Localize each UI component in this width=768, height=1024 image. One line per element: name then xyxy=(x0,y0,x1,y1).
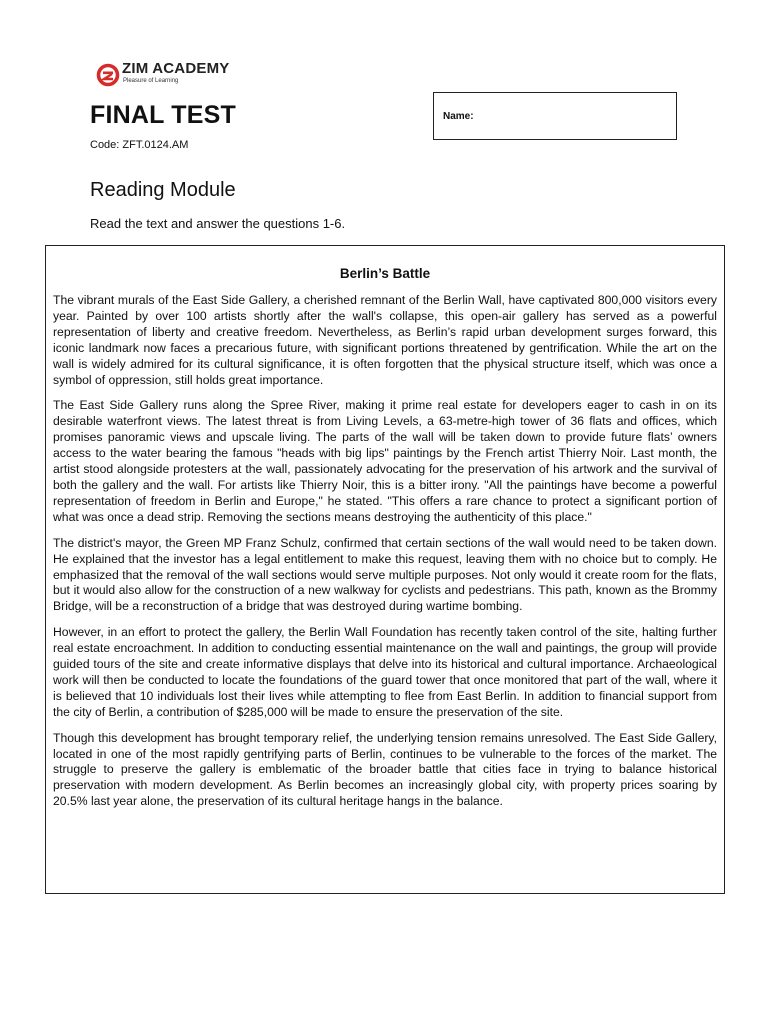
passage-paragraph: The district's mayor, the Green MP Franz Schulz, confirmed that certain sections of the wall would need to be taken down. He explained that the investor has a legal entitlement to make this request, leaving them with no choice but to comply. He emphasized that the removal of the wall sections would serve multiple purposes. Not only would it create room for the flats, but it would also allow for the construction of a new walkway for cyclists and pedestrians. This path, known as the Brommy Bridge, will be a reconstruction of a bridge that was destroyed during wartime bombing. xyxy=(53,535,717,614)
brand-tagline: Pleasure of Learning xyxy=(123,78,179,84)
module-title: Reading Module xyxy=(90,179,236,201)
passage-paragraph: Though this development has brought temporary relief, the underlying tension remains unresolved. The East Side Gallery, located in one of the most rapidly gentrifying parts of Berlin, continues to be vulnerable to the forces of the market. The struggle to preserve the gallery is emblematic of the broader battle that cities face in trying to balance historical preservation with modern development. As Berlin becomes an increasingly global city, with property prices soaring by 20.5% last year alone, the preservation of its cultural heritage hangs in the balance. xyxy=(53,730,717,809)
module-instruction: Read the text and answer the questions 1-6. xyxy=(90,216,346,231)
passage-title: Berlin’s Battle xyxy=(339,266,431,281)
brand-logo-icon xyxy=(96,62,120,88)
passage-paragraph: The vibrant murals of the East Side Gallery, a cherished remnant of the Berlin Wall, have captivated 800,000 visitors every year. Painted by over 100 artists shortly after the wall's collapse, this open-air gallery has served as a powerful representation of liberty and creative freedom. Nevertheless, as Berlin’s rapid urban development surges forward, this iconic landmark now faces a precarious future, with significant portions threatened by gentrification. While the art on the wall is widely admired for its cultural significance, it is often forgotten that the physical structure itself, which was once a symbol of oppression, still holds great importance. xyxy=(53,293,717,387)
name-field[interactable] xyxy=(433,92,677,140)
passage-paragraph: However, in an effort to protect the gallery, the Berlin Wall Foundation has recently taken control of the site, halting further real estate encroachment. In addition to conducting essential maintenance on the wall and paintings, the group will provide guided tours of the site and create informative displays that delve into its historical and cultural importance. Archaeological work will then be conducted to locate the foundations of the guard tower that once monitored that part of the wall, where it is believed that 10 individuals lost their lives while attempting to flee from East Berlin. In addition to financial support from the city of Berlin, a contribution of $285,000 will be made to ensure the preservation of the site. xyxy=(53,625,717,719)
reading-passage-box xyxy=(45,245,725,894)
test-title: FINAL TEST xyxy=(90,101,236,129)
brand-logo xyxy=(96,60,246,90)
name-label: Name: xyxy=(443,111,474,122)
passage-paragraph: The East Side Gallery runs along the Spree River, making it prime real estate for developers eager to cash in on its desirable waterfront views. The latest threat is from Living Levels, a 63-metre-high tower of 36 flats and offices, which promises panoramic views and upscale living. The parts of the wall will be taken down to provide future flats’ owners access to the water bearing the famous "heads with big lips" paintings by the French artist Thierry Noir. Last month, the artist stood alongside protesters at the wall, passionately advocating for the preservation of his artwork and the survival of both the gallery and the wall. For artists like Thierry Noir, this is a bitter irony. "All the paintings have become a powerful representation of freedom in Berlin and Europe," he stated. "This offers a rare chance to protect a significant portion of what was once a dead strip. Removing the sections means destroying the authenticity of this place." xyxy=(53,398,717,524)
test-code: Code: ZFT.0124.AM xyxy=(90,139,189,151)
brand-name: ZIM ACADEMY xyxy=(122,60,230,77)
